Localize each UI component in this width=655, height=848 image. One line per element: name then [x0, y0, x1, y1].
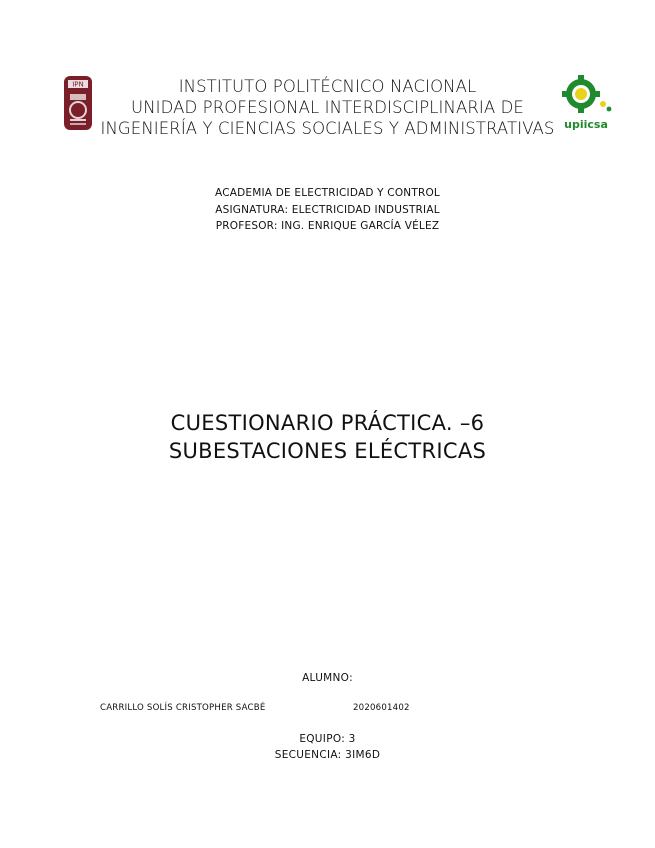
academia-line: ACADEMIA DE ELECTRICIDAD Y CONTROL — [215, 187, 440, 199]
student-id: 2020601402 — [353, 703, 410, 713]
institution-line-2: UNIDAD PROFESIONAL INTERDISCIPLINARIA DE — [131, 98, 524, 117]
institution-line-1: INSTITUTO POLITÉCNICO NACIONAL — [178, 77, 477, 96]
institution-line-3: INGENIERÍA Y CIENCIAS SOCIALES Y ADMINISTRATIVAS — [100, 119, 555, 138]
team-line: EQUIPO: 3 — [299, 733, 356, 745]
profesor-line: PROFESOR: ING. ENRIQUE GARCÍA VÉLEZ — [215, 220, 440, 232]
document-title-line-1: CUESTIONARIO PRÁCTICA. –6 — [170, 411, 485, 435]
asignatura-line: ASIGNATURA: ELECTRICIDAD INDUSTRIAL — [215, 204, 440, 216]
sequence-line: SECUENCIA: 3IM6D — [274, 749, 381, 761]
upiicsa-logo-text: upiicsa — [564, 118, 608, 131]
document-title-line-2: SUBESTACIONES ELÉCTRICAS — [168, 439, 487, 463]
student-name: CARRILLO SOLÍS CRISTOPHER SACBÉ — [100, 703, 266, 713]
student-label: ALUMNO: — [302, 672, 353, 684]
ipn-logo-text: IPN — [72, 80, 84, 89]
